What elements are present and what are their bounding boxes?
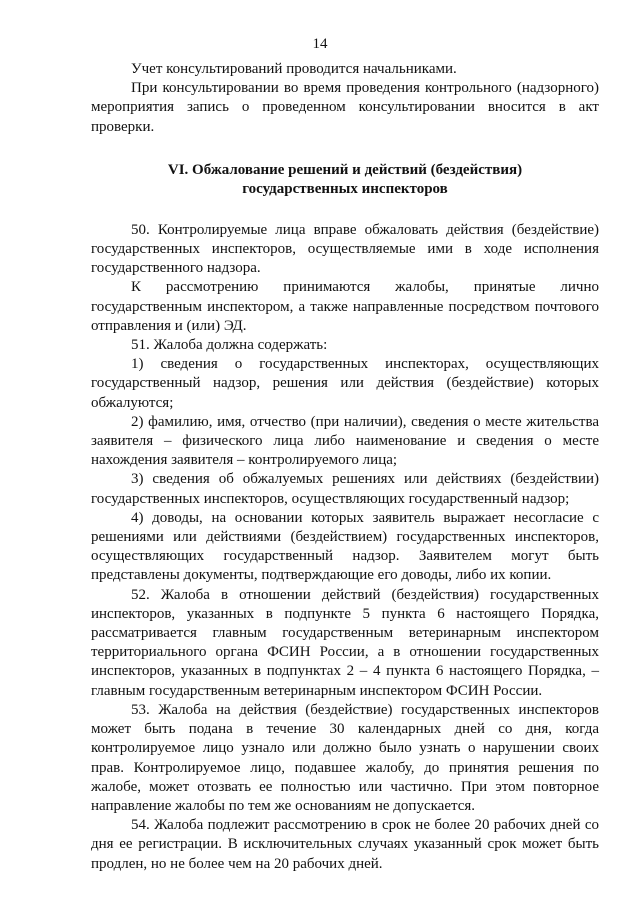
paragraph: При консультировании во время проведения контрольного (надзорного) мероприятия запись о проведенном консультировании вносится в акт проверки. — [91, 80, 599, 135]
paragraph: Учет консультирований проводится начальниками. — [131, 61, 457, 77]
list-item-1: 1) сведения о государственных инспекторах, осуществляющих государственный надзор, решения или действия (бездействие) которых обжалуются; — [91, 356, 599, 411]
section-heading — [91, 161, 599, 199]
paragraph-53: 53. Жалоба на действия (бездействие) государственных инспекторов может быть подана в течение 30 календарных дней со дня, когда контролируемое лицо узнало или должно было узнать о нарушении своих прав. Контролируемое лицо, подавшее жалобу, до принятия решения по жалобе, может отозвать ее полностью или частично. При этом повторное направление жалобы по тем же основаниям не допускается. — [91, 701, 599, 814]
list-item-4: 4) доводы, на основании которых заявитель выражает несогласие с решениями или действиями (бездействием) государственных инспекторов, осуществляющих государственный надзор. Заявителем могут быть представлены документы, подтверждающие его доводы, либо их копии. — [91, 509, 599, 584]
list-item-3: 3) сведения об обжалуемых решениях или действиях (бездействии) государственных инспекторов, осуществляющих государственный надзор; — [91, 471, 599, 507]
paragraph: К рассмотрению принимаются жалобы, принятые лично государственным инспектором, а также направленные посредством почтового отправления и (или) ЭД. — [91, 279, 599, 334]
section-title-line: государственных инспекторов — [242, 180, 448, 197]
section-title-line: VI. Обжалование решений и действий (бездействия) — [167, 161, 523, 178]
page-number: 14 — [312, 36, 328, 52]
paragraph-50: 50. Контролируемые лица вправе обжаловать действия (бездействие) государственных инспекторов, осуществляемые ими в ходе исполнения государственного надзора. — [91, 221, 599, 277]
paragraph-51: 51. Жалоба должна содержать: — [131, 337, 328, 354]
document-body — [91, 60, 599, 874]
paragraph-52: 52. Жалоба в отношении действий (бездействия) государственных инспекторов, указанных в подпункте 5 пункта 6 настоящего Порядка, рассматривается главным государственным ветеринарным инспектором территориального органа ФСИН России, а в отношении государственных инспекторов, указанных в подпунктах 2 – 4 пункта 6 настоящего Порядка, – главным государственным ветеринарным инспектором ФСИН России. — [91, 586, 599, 699]
paragraph-54: 54. Жалоба подлежит рассмотрению в срок не более 20 рабочих дней со дня ее регистрации. В исключительных случаях указанный срок может быть продлен, но не более чем на 20 рабочих дней. — [91, 817, 599, 872]
list-item-2: 2) фамилию, имя, отчество (при наличии), сведения о месте жительства заявителя – физического лица либо наименование и сведения о месте нахождения заявителя – контролируемого лица; — [91, 413, 599, 469]
